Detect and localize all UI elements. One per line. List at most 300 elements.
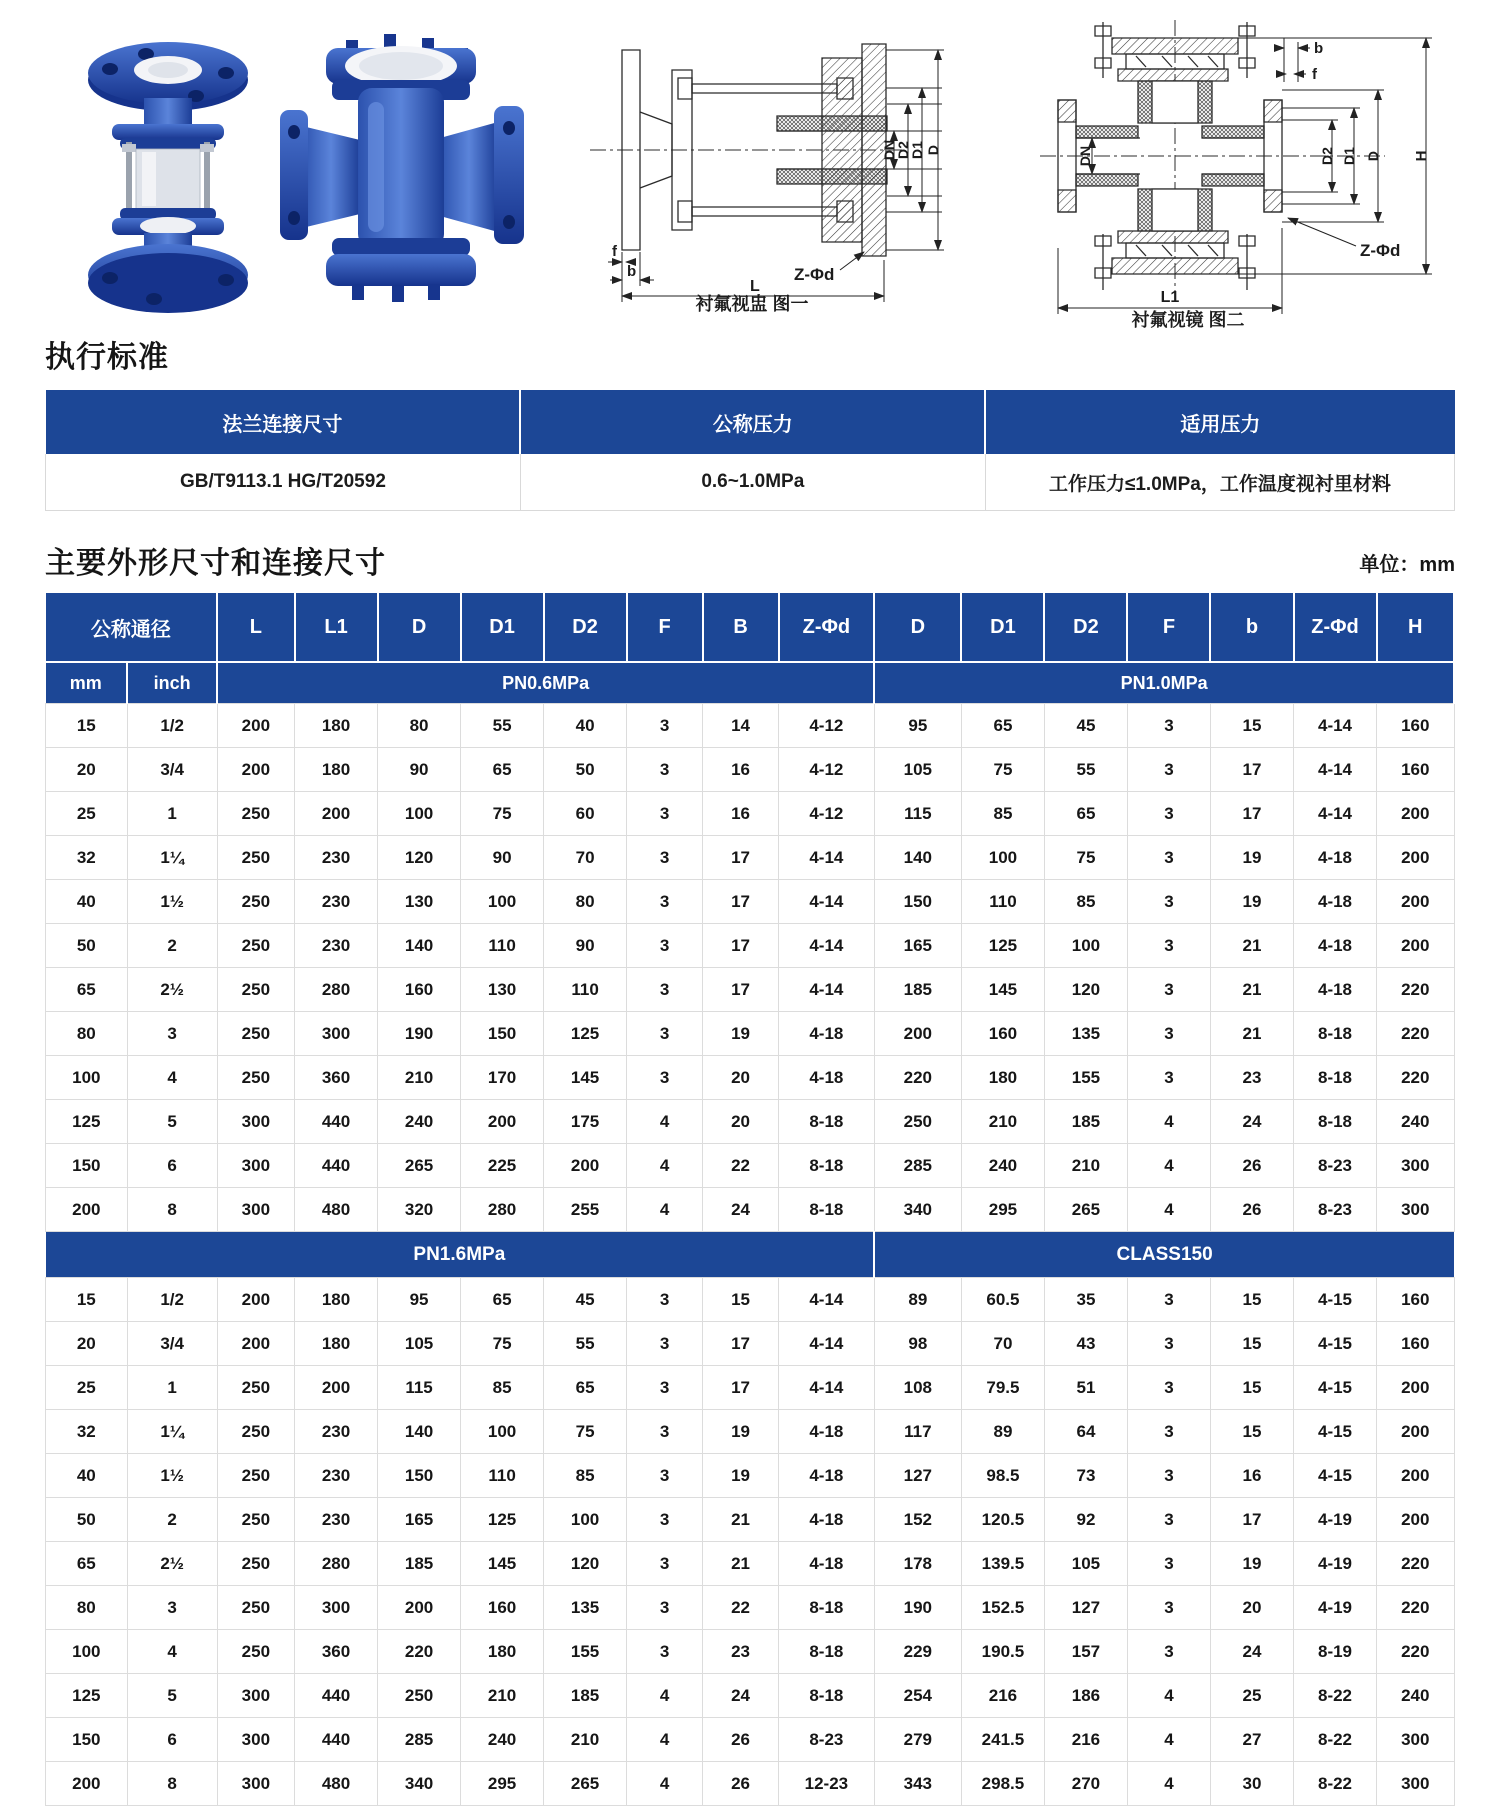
- table-cell: 4-15: [1294, 1366, 1377, 1410]
- table-cell: 4-18: [1294, 924, 1377, 968]
- table-cell: 17: [703, 968, 779, 1012]
- table-cell: 4-14: [1294, 792, 1377, 836]
- table-row: [46, 1498, 1455, 1542]
- dim-label-D: D: [1365, 150, 1381, 162]
- table-cell: 190: [378, 1012, 461, 1056]
- dim-label-b: b: [627, 263, 637, 280]
- table-cell: 178: [874, 1542, 961, 1586]
- table-cell: 5: [127, 1100, 217, 1144]
- table-cell: 4-12: [779, 704, 875, 748]
- table-cell: 3: [627, 1410, 703, 1454]
- table-cell: 8-22: [1294, 1762, 1377, 1806]
- table-cell: 75: [961, 748, 1044, 792]
- table-cell: 250: [217, 880, 294, 924]
- table-cell: 230: [295, 1410, 378, 1454]
- table-cell: 15: [703, 1278, 779, 1322]
- table-cell: 3: [627, 924, 703, 968]
- table-row: [46, 748, 1455, 792]
- table-cell: 3: [627, 1366, 703, 1410]
- table-cell: 17: [703, 1366, 779, 1410]
- band-pn10: PN1.0MPa: [874, 662, 1454, 704]
- table-cell: 120: [544, 1542, 627, 1586]
- table-cell: 4: [627, 1718, 703, 1762]
- table-cell: 15: [1210, 1278, 1293, 1322]
- dim-label-D1: D1: [909, 141, 925, 159]
- table-cell: 3: [1127, 792, 1210, 836]
- table-cell: 160: [961, 1012, 1044, 1056]
- dim-label-DN: DN: [881, 139, 897, 161]
- table-cell: 4-14: [779, 1278, 875, 1322]
- table-cell: 75: [544, 1410, 627, 1454]
- table-cell: 480: [295, 1188, 378, 1232]
- table-cell: 80: [378, 704, 461, 748]
- table-cell: 3: [627, 880, 703, 924]
- table-cell: 2½: [127, 968, 217, 1012]
- table-cell: 50: [46, 1498, 128, 1542]
- table-cell: 79.5: [961, 1366, 1044, 1410]
- table-cell: 4-18: [1294, 968, 1377, 1012]
- table-cell: 65: [1044, 792, 1127, 836]
- table-cell: 110: [461, 1454, 544, 1498]
- table-cell: 100: [461, 880, 544, 924]
- table-cell: 50: [544, 748, 627, 792]
- table-cell: 157: [1044, 1630, 1127, 1674]
- table-cell: 100: [961, 836, 1044, 880]
- table-cell: 3: [627, 1498, 703, 1542]
- table-cell: 3/4: [127, 748, 217, 792]
- table-cell: 216: [961, 1674, 1044, 1718]
- header-col: Z-Φd: [779, 593, 875, 662]
- table-cell: 200: [544, 1144, 627, 1188]
- table-cell: 200: [1377, 1366, 1454, 1410]
- table-cell: 300: [295, 1012, 378, 1056]
- table-cell: 150: [378, 1454, 461, 1498]
- table-cell: 220: [874, 1056, 961, 1100]
- table-cell: 4-12: [779, 792, 875, 836]
- table-cell: 110: [544, 968, 627, 1012]
- table-cell: 80: [46, 1586, 128, 1630]
- table-cell: 89: [874, 1278, 961, 1322]
- table-cell: 4-15: [1294, 1454, 1377, 1498]
- table-cell: 3: [627, 748, 703, 792]
- table-cell: 15: [1210, 704, 1293, 748]
- table-cell: 117: [874, 1410, 961, 1454]
- table-cell: 15: [1210, 1410, 1293, 1454]
- table-cell: 298.5: [961, 1762, 1044, 1806]
- table-cell: 225: [461, 1144, 544, 1188]
- table-cell: 255: [544, 1188, 627, 1232]
- table-cell: 4-14: [779, 1322, 875, 1366]
- standards-value-flange: GB/T9113.1 HG/T20592: [46, 454, 521, 511]
- table-cell: 24: [703, 1674, 779, 1718]
- table-cell: 3: [627, 1056, 703, 1100]
- table-cell: 3: [627, 1542, 703, 1586]
- header-col: D: [378, 593, 461, 662]
- table-cell: 4-18: [779, 1498, 875, 1542]
- table-cell: 130: [378, 880, 461, 924]
- table-cell: 150: [46, 1144, 128, 1188]
- dim-label-zphid: Z-Φd: [794, 265, 835, 284]
- table-cell: 4: [627, 1674, 703, 1718]
- table-cell: 100: [461, 1410, 544, 1454]
- table-cell: 1½: [127, 1454, 217, 1498]
- table-cell: 4: [627, 1188, 703, 1232]
- table-cell: 73: [1044, 1454, 1127, 1498]
- table-cell: 3: [627, 1012, 703, 1056]
- table-cell: 120: [1044, 968, 1127, 1012]
- table-cell: 21: [703, 1542, 779, 1586]
- table-cell: 250: [217, 1630, 294, 1674]
- dim-label-D2: D2: [1319, 147, 1335, 165]
- table-cell: 250: [217, 1410, 294, 1454]
- cross-sight-glass-image: [268, 22, 533, 314]
- table-cell: 230: [295, 836, 378, 880]
- table-cell: 8-22: [1294, 1718, 1377, 1762]
- table-cell: 17: [703, 836, 779, 880]
- table-cell: 100: [46, 1056, 128, 1100]
- table-cell: 6: [127, 1718, 217, 1762]
- header-col: D1: [961, 593, 1044, 662]
- table-cell: 24: [703, 1188, 779, 1232]
- band-pn06: PN0.6MPa: [217, 662, 874, 704]
- table-cell: 152: [874, 1498, 961, 1542]
- table-cell: 108: [874, 1366, 961, 1410]
- table-cell: 35: [1044, 1278, 1127, 1322]
- table-cell: 3: [127, 1586, 217, 1630]
- table-cell: 25: [46, 792, 128, 836]
- table-cell: 440: [295, 1674, 378, 1718]
- product-photo-vertical-sight-glass: [68, 28, 268, 313]
- table-cell: 250: [378, 1674, 461, 1718]
- table-cell: 4: [1127, 1718, 1210, 1762]
- table-cell: 8-18: [779, 1674, 875, 1718]
- table-cell: 190.5: [961, 1630, 1044, 1674]
- table-cell: 200: [46, 1188, 128, 1232]
- table-cell: 4-14: [779, 880, 875, 924]
- table-cell: 3: [127, 1012, 217, 1056]
- table-cell: 4-14: [1294, 704, 1377, 748]
- table-row: [46, 1100, 1455, 1144]
- table-cell: 4-15: [1294, 1278, 1377, 1322]
- table-cell: 300: [217, 1188, 294, 1232]
- band-class150: CLASS150: [874, 1232, 1454, 1278]
- technical-drawing-figure2: [940, 8, 1500, 330]
- table-cell: 90: [378, 748, 461, 792]
- table-cell: 152.5: [961, 1586, 1044, 1630]
- table-cell: 220: [1377, 968, 1454, 1012]
- table-cell: 480: [295, 1762, 378, 1806]
- table-cell: 19: [703, 1454, 779, 1498]
- header-nominal-diameter: 公称通径: [46, 593, 218, 662]
- table-cell: 8-18: [779, 1586, 875, 1630]
- table-cell: 20: [703, 1056, 779, 1100]
- table-cell: 50: [46, 924, 128, 968]
- dimensions-title: 主要外形尺寸和连接尺寸: [45, 547, 386, 580]
- product-photo-cross-sight-glass: [268, 22, 533, 314]
- table-row: [46, 1278, 1455, 1322]
- table-cell: 3: [1127, 748, 1210, 792]
- table-cell: 4: [627, 1144, 703, 1188]
- table-cell: 300: [1377, 1762, 1454, 1806]
- table-cell: 3: [1127, 1542, 1210, 1586]
- table-cell: 200: [461, 1100, 544, 1144]
- table-cell: 210: [1044, 1144, 1127, 1188]
- table-cell: 295: [961, 1188, 1044, 1232]
- table-cell: 165: [378, 1498, 461, 1542]
- table-cell: 30: [1210, 1762, 1293, 1806]
- table-cell: 300: [217, 1762, 294, 1806]
- table-cell: 55: [1044, 748, 1127, 792]
- table-row: [46, 836, 1455, 880]
- table-cell: 22: [703, 1586, 779, 1630]
- table-cell: 55: [544, 1322, 627, 1366]
- table-cell: 300: [217, 1718, 294, 1762]
- table-cell: 4-14: [779, 836, 875, 880]
- table-cell: 17: [703, 924, 779, 968]
- standards-header-applicable: 适用压力: [985, 390, 1454, 454]
- table-cell: 65: [461, 748, 544, 792]
- table-cell: 4-18: [779, 1410, 875, 1454]
- table-cell: 4-18: [779, 1542, 875, 1586]
- table-cell: 240: [1377, 1100, 1454, 1144]
- table-cell: 220: [1377, 1630, 1454, 1674]
- table-cell: 65: [46, 968, 128, 1012]
- table-cell: 4: [1127, 1762, 1210, 1806]
- standards-value-applicable: 工作压力≤1.0MPa，工作温度视衬里材料: [985, 454, 1454, 511]
- table-cell: 3: [1127, 1322, 1210, 1366]
- table-cell: 8-18: [1294, 1012, 1377, 1056]
- table-cell: 2: [127, 1498, 217, 1542]
- table-cell: 4: [1127, 1188, 1210, 1232]
- table-cell: 250: [217, 1498, 294, 1542]
- table-cell: 3: [627, 704, 703, 748]
- table-cell: 160: [1377, 704, 1454, 748]
- table-cell: 250: [217, 1542, 294, 1586]
- table-cell: 110: [461, 924, 544, 968]
- table-cell: 250: [217, 836, 294, 880]
- table-cell: 340: [874, 1188, 961, 1232]
- table-cell: 140: [378, 924, 461, 968]
- table-cell: 180: [295, 748, 378, 792]
- table-cell: 19: [703, 1410, 779, 1454]
- table-cell: 250: [217, 1056, 294, 1100]
- table-cell: 4-18: [779, 1012, 875, 1056]
- table-cell: 170: [461, 1056, 544, 1100]
- table-cell: 250: [217, 1586, 294, 1630]
- vertical-sight-glass-image: [68, 28, 268, 313]
- table-cell: 139.5: [961, 1542, 1044, 1586]
- table-cell: 32: [46, 1410, 128, 1454]
- table-cell: 3: [1127, 1012, 1210, 1056]
- table-cell: 19: [703, 1012, 779, 1056]
- table-cell: 3: [627, 1454, 703, 1498]
- table-cell: 250: [217, 1012, 294, 1056]
- table-cell: 200: [217, 1278, 294, 1322]
- table-cell: 20: [46, 1322, 128, 1366]
- table-cell: 27: [1210, 1718, 1293, 1762]
- table-row: [46, 968, 1455, 1012]
- table-cell: 190: [874, 1586, 961, 1630]
- table-cell: 105: [874, 748, 961, 792]
- standards-header-flange: 法兰连接尺寸: [46, 390, 521, 454]
- table-cell: 229: [874, 1630, 961, 1674]
- table-cell: 343: [874, 1762, 961, 1806]
- header-col: F: [627, 593, 703, 662]
- table-cell: 100: [46, 1630, 128, 1674]
- table-cell: 186: [1044, 1674, 1127, 1718]
- table-cell: 125: [46, 1100, 128, 1144]
- table-cell: 17: [703, 880, 779, 924]
- table-row: [46, 1454, 1455, 1498]
- dim-label-D2: D2: [895, 141, 911, 159]
- table-cell: 3: [1127, 1630, 1210, 1674]
- table-cell: 115: [874, 792, 961, 836]
- table-cell: 135: [1044, 1012, 1127, 1056]
- table-cell: 200: [1377, 880, 1454, 924]
- table-cell: 220: [378, 1630, 461, 1674]
- table-cell: 100: [1044, 924, 1127, 968]
- table-row: [46, 924, 1455, 968]
- table-cell: 98: [874, 1322, 961, 1366]
- table-cell: 8-18: [779, 1100, 875, 1144]
- table-row: [46, 1144, 1455, 1188]
- table-cell: 3: [1127, 836, 1210, 880]
- table-cell: 125: [961, 924, 1044, 968]
- table-cell: 4-18: [779, 1454, 875, 1498]
- table-cell: 85: [544, 1454, 627, 1498]
- table-cell: 300: [217, 1674, 294, 1718]
- table-cell: 127: [874, 1454, 961, 1498]
- table-cell: 3/4: [127, 1322, 217, 1366]
- table-cell: 17: [1210, 1498, 1293, 1542]
- table-cell: 200: [46, 1762, 128, 1806]
- table-cell: 15: [46, 1278, 128, 1322]
- table-cell: 8-22: [1294, 1674, 1377, 1718]
- dim-label-f: f: [1312, 66, 1317, 83]
- table-cell: 60: [544, 792, 627, 836]
- table-cell: 2½: [127, 1542, 217, 1586]
- table-cell: 200: [295, 792, 378, 836]
- table-cell: 17: [1210, 792, 1293, 836]
- table-cell: 3: [1127, 1366, 1210, 1410]
- table-cell: 3: [627, 1630, 703, 1674]
- table-cell: 105: [1044, 1542, 1127, 1586]
- table-cell: 160: [1377, 748, 1454, 792]
- table-cell: 220: [1377, 1056, 1454, 1100]
- table-cell: 250: [217, 968, 294, 1012]
- standards-table: [45, 390, 1455, 511]
- table-cell: 8-18: [779, 1188, 875, 1232]
- header-col: D2: [544, 593, 627, 662]
- table-cell: 25: [46, 1366, 128, 1410]
- dim-label-L1: L1: [1160, 289, 1180, 306]
- standards-header-row: [46, 390, 1455, 454]
- table-cell: 19: [1210, 880, 1293, 924]
- table-cell: 175: [544, 1100, 627, 1144]
- table-cell: 8-18: [1294, 1100, 1377, 1144]
- table-cell: 254: [874, 1674, 961, 1718]
- table-row: [46, 880, 1455, 924]
- table-cell: 265: [378, 1144, 461, 1188]
- table-cell: 21: [703, 1498, 779, 1542]
- table-row: [46, 1630, 1455, 1674]
- table-cell: 360: [295, 1630, 378, 1674]
- table-cell: 26: [703, 1718, 779, 1762]
- table-cell: 4-18: [779, 1056, 875, 1100]
- table-cell: 150: [461, 1012, 544, 1056]
- table-row: [46, 1542, 1455, 1586]
- table-cell: 8-18: [779, 1144, 875, 1188]
- standards-header-pressure: 公称压力: [520, 390, 985, 454]
- table-cell: 15: [1210, 1322, 1293, 1366]
- table-cell: 115: [378, 1366, 461, 1410]
- table-cell: 200: [1377, 792, 1454, 836]
- table-cell: 21: [1210, 924, 1293, 968]
- table-cell: 21: [1210, 968, 1293, 1012]
- header-col: B: [703, 593, 779, 662]
- table-cell: 8-19: [1294, 1630, 1377, 1674]
- figure1-drawing: [572, 12, 952, 312]
- table-cell: 125: [461, 1498, 544, 1542]
- table-cell: 145: [544, 1056, 627, 1100]
- table-cell: 265: [544, 1762, 627, 1806]
- table-cell: 15: [1210, 1366, 1293, 1410]
- table-cell: 8: [127, 1762, 217, 1806]
- table-cell: 60.5: [961, 1278, 1044, 1322]
- table-cell: 200: [1377, 1454, 1454, 1498]
- table-cell: 19: [1210, 1542, 1293, 1586]
- table-cell: 240: [961, 1144, 1044, 1188]
- table-cell: 340: [378, 1762, 461, 1806]
- table-cell: 20: [1210, 1586, 1293, 1630]
- table-cell: 160: [1377, 1278, 1454, 1322]
- table-cell: 45: [544, 1278, 627, 1322]
- table-cell: 21: [1210, 1012, 1293, 1056]
- table-cell: 150: [46, 1718, 128, 1762]
- table-cell: 130: [461, 968, 544, 1012]
- table-cell: 1¼: [127, 1410, 217, 1454]
- table-cell: 95: [874, 704, 961, 748]
- table-cell: 25: [1210, 1674, 1293, 1718]
- table-cell: 3: [627, 836, 703, 880]
- table-cell: 250: [874, 1100, 961, 1144]
- table-cell: 200: [295, 1366, 378, 1410]
- table-cell: 125: [544, 1012, 627, 1056]
- table-cell: 75: [1044, 836, 1127, 880]
- table-cell: 165: [874, 924, 961, 968]
- dimensions-table: [45, 593, 1455, 1806]
- technical-drawing-figure1: [572, 12, 952, 312]
- table-row: [46, 1322, 1455, 1366]
- table-cell: 240: [378, 1100, 461, 1144]
- table-cell: 125: [46, 1674, 128, 1718]
- table-cell: 75: [461, 1322, 544, 1366]
- table-cell: 43: [1044, 1322, 1127, 1366]
- table-cell: 3: [627, 1322, 703, 1366]
- table-cell: 20: [46, 748, 128, 792]
- table-cell: 90: [544, 924, 627, 968]
- table-cell: 440: [295, 1100, 378, 1144]
- table-cell: 4-18: [1294, 836, 1377, 880]
- table-cell: 5: [127, 1674, 217, 1718]
- table-cell: 230: [295, 1454, 378, 1498]
- figure2-caption: 衬氟视镜 图二: [1131, 310, 1245, 330]
- table-cell: 3: [1127, 1586, 1210, 1630]
- table-cell: 200: [1377, 1498, 1454, 1542]
- table-cell: 4-14: [779, 1366, 875, 1410]
- table-cell: 180: [295, 1278, 378, 1322]
- dimensions-subheader-row: [46, 662, 1455, 704]
